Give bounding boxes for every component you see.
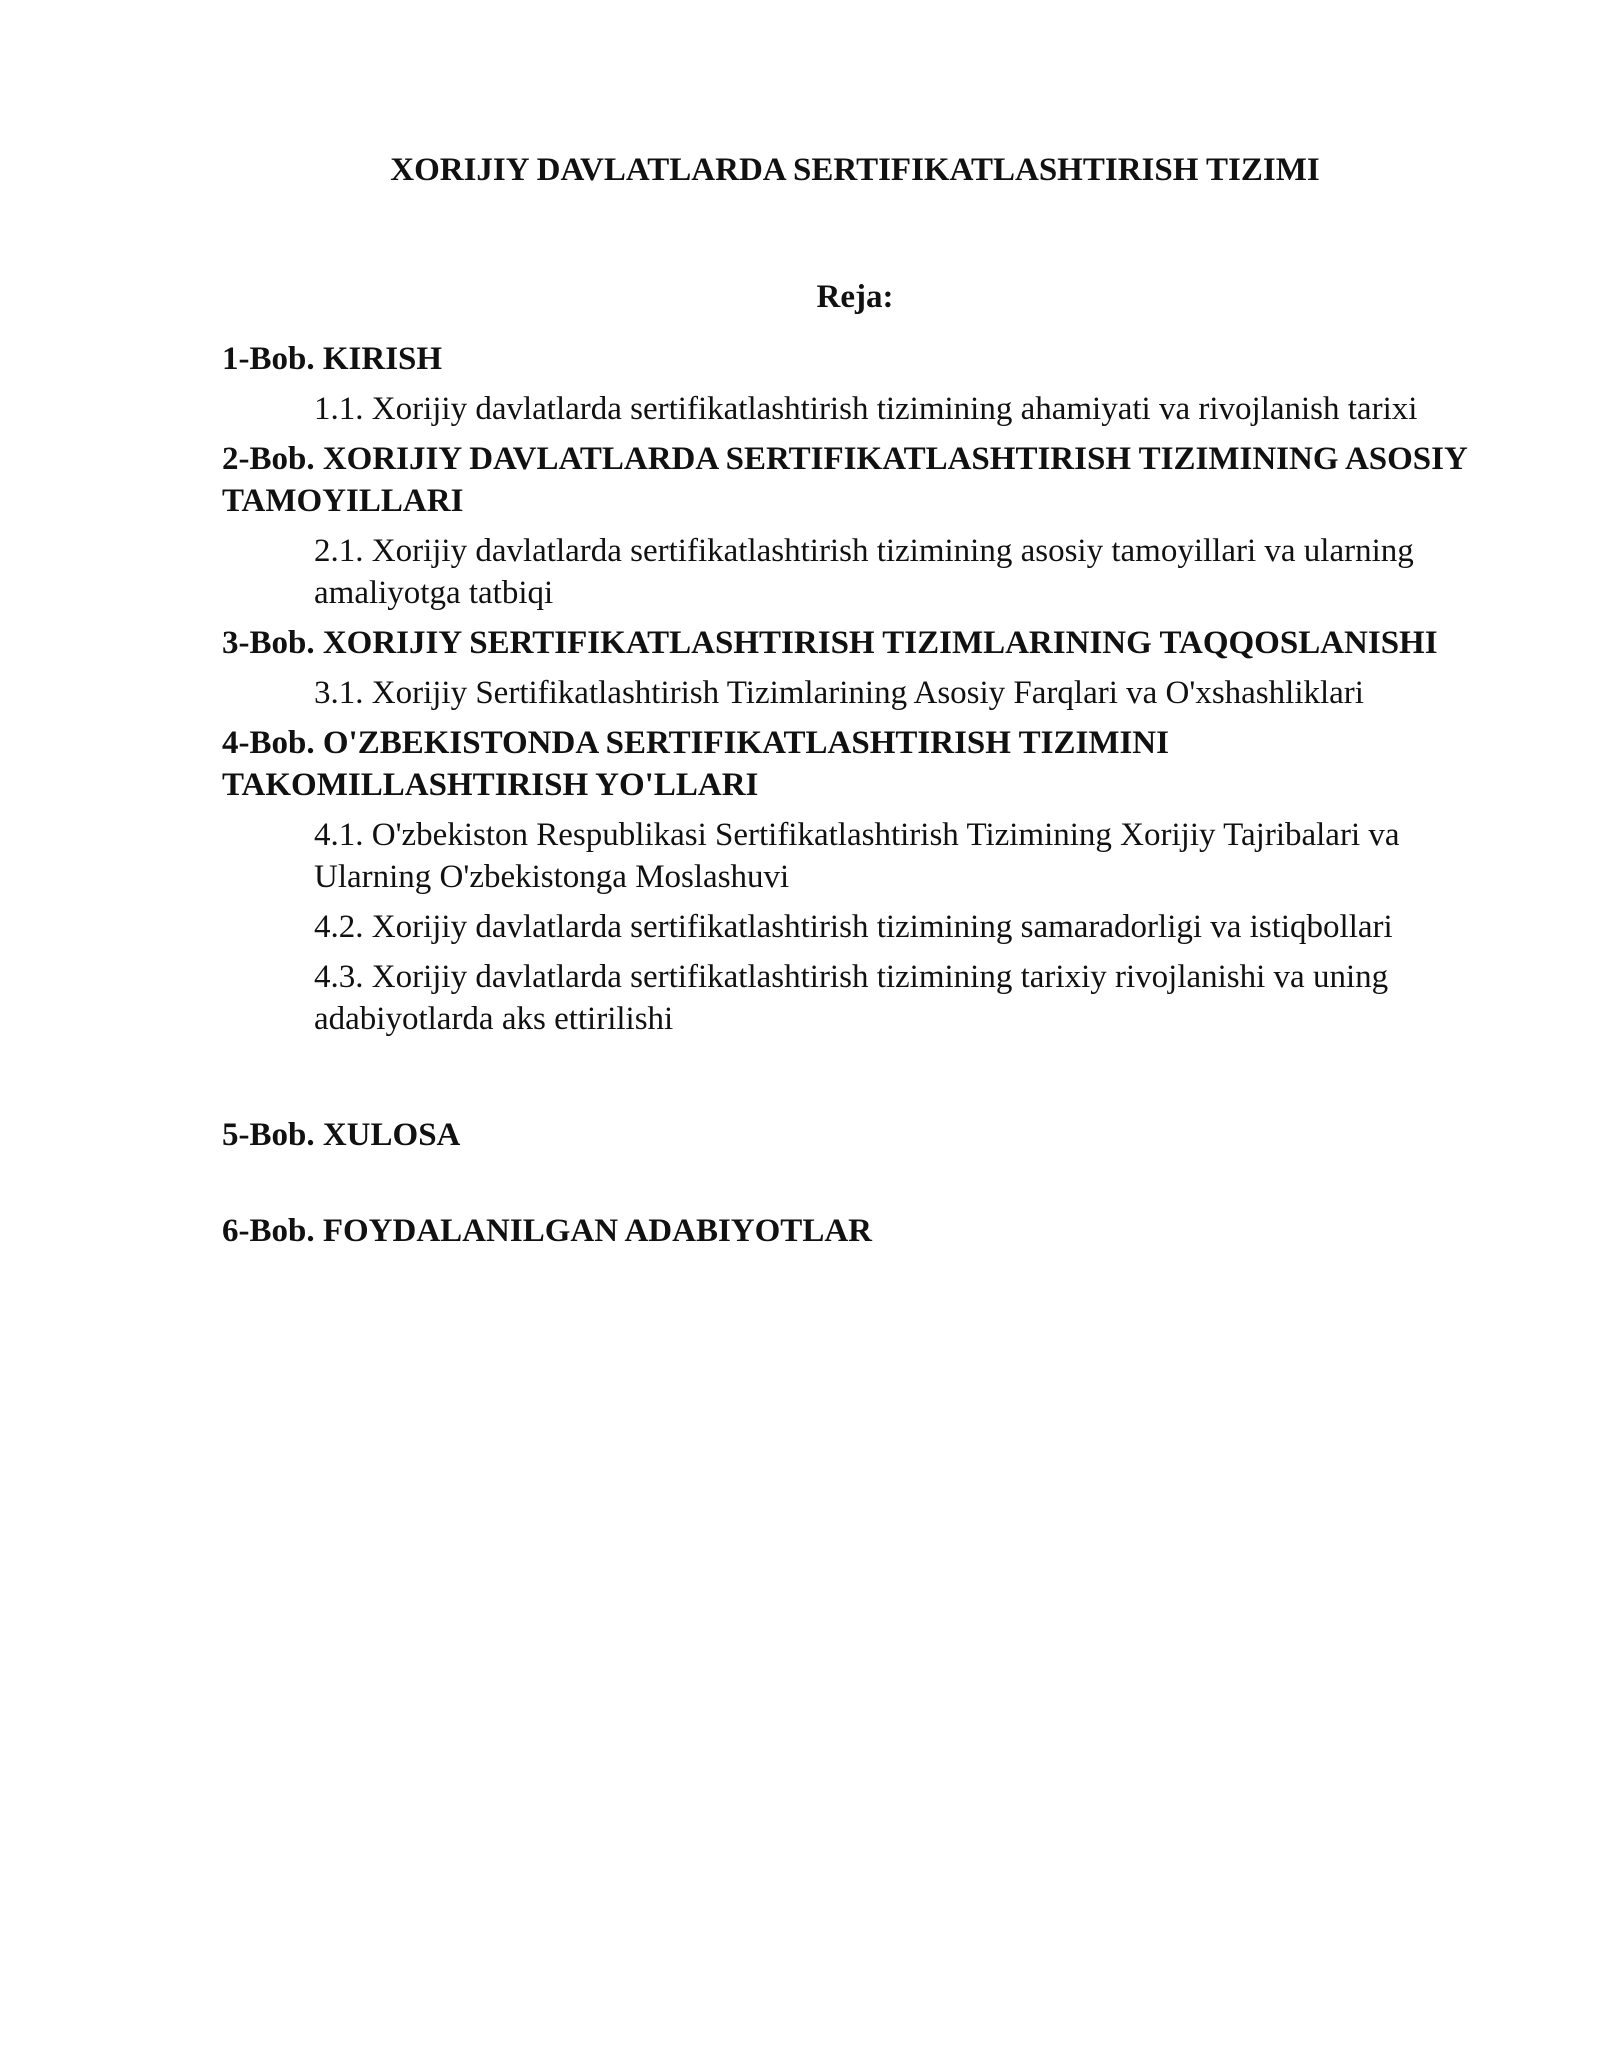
spacer — [222, 1048, 1492, 1114]
section-4-3: 4.3. Xorijiy davlatlarda sertifikatlashtirish tizimining tarixiy rivojlanishi va uning adabiyotlarda aks ettirilishi — [314, 959, 1389, 1037]
chapter-4-heading: 4-Bob. O'ZBEKISTONDA SERTIFIKATLASHTIRISH TIZIMINI TAKOMILLASHTIRISH YO'LLARI — [222, 725, 1169, 803]
section-2-1: 2.1. Xorijiy davlatlarda sertifikatlashtirish tizimining asosiy tamoyillari va ularning amaliyotga tatbiqi — [314, 533, 1414, 611]
section-4-1: 4.1. O'zbekiston Respublikasi Sertifikatlashtirish Tizimining Xorijiy Tajribalari va Ularning O'zbekistonga Moslashuvi — [314, 817, 1400, 895]
table-of-contents — [222, 338, 1492, 1252]
spacer — [222, 1156, 1492, 1210]
plan-heading: Reja: — [816, 279, 894, 315]
chapter-2-heading: 2-Bob. XORIJIY DAVLATLARDA SERTIFIKATLASHTIRISH TIZIMINING ASOSIY TAMOYILLARI — [222, 441, 1467, 519]
section-4-2: 4.2. Xorijiy davlatlarda sertifikatlashtirish tizimining samaradorligi va istiqbollari — [314, 909, 1393, 945]
chapter-5-heading: 5-Bob. XULOSA — [222, 1117, 461, 1153]
section-1-1: 1.1. Xorijiy davlatlarda sertifikatlashtirish tizimining ahamiyati va rivojlanish tarixi — [314, 391, 1418, 427]
section-3-1: 3.1. Xorijiy Sertifikatlashtirish Tizimlarining Asosiy Farqlari va O'xshashliklari — [314, 675, 1364, 711]
chapter-6-heading: 6-Bob. FOYDALANILGAN ADABIYOTLAR — [222, 1213, 872, 1249]
document-title: XORIJIY DAVLATLARDA SERTIFIKATLASHTIRISH TIZIMI — [390, 152, 1320, 188]
chapter-1-heading: 1-Bob. KIRISH — [222, 341, 443, 377]
chapter-3-heading: 3-Bob. XORIJIY SERTIFIKATLASHTIRISH TIZIMLARINING TAQQOSLANISHI — [222, 625, 1438, 661]
